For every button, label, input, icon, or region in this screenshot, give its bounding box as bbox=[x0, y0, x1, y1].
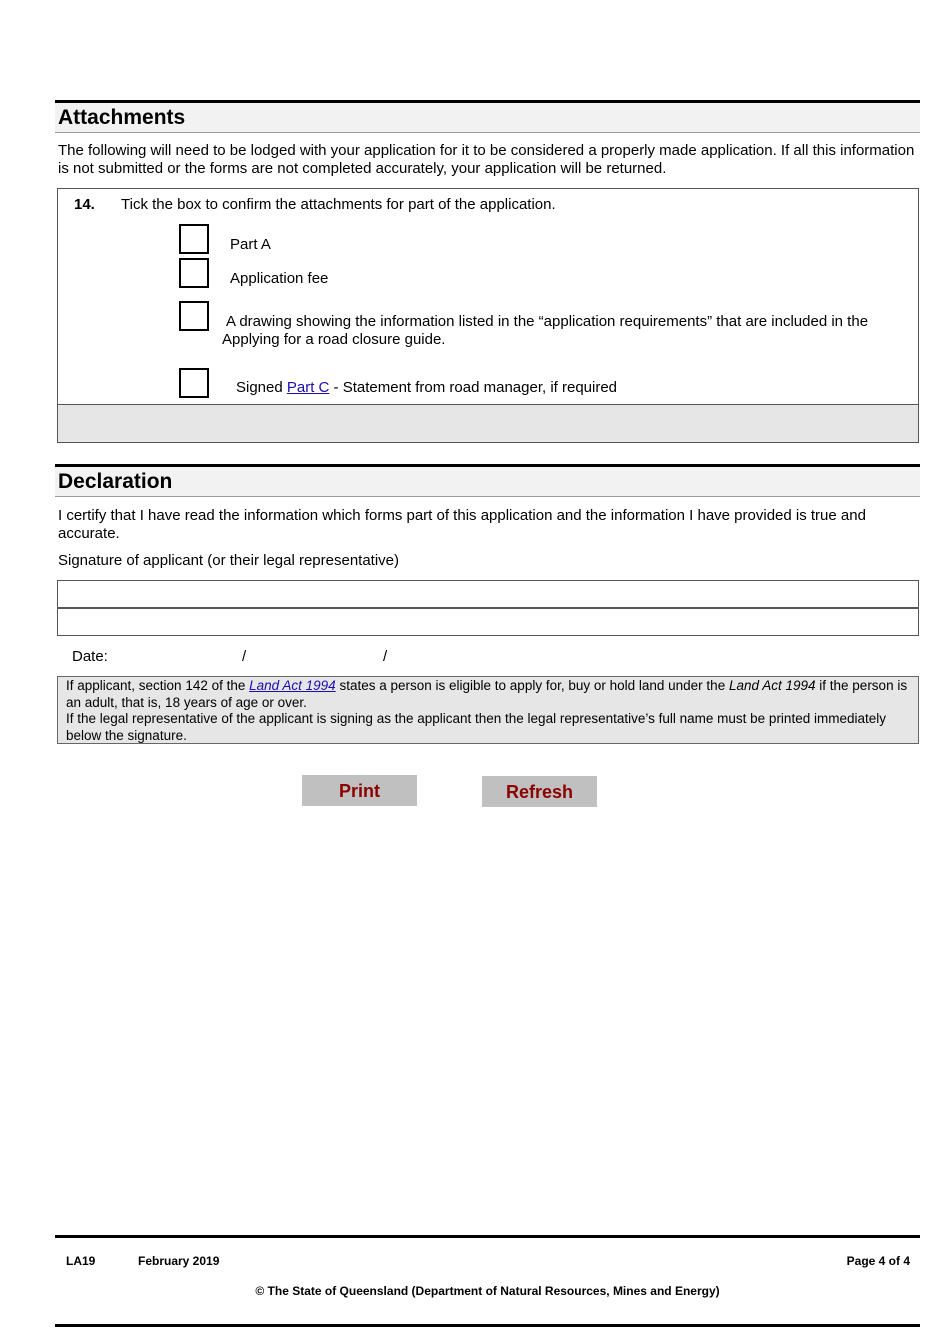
option-drawing-label: A drawing showing the information listed in the “application requirements” that are included in the Applying for a road closure guide. bbox=[222, 313, 869, 348]
question-14-footer-bar bbox=[58, 404, 918, 442]
land-act-link[interactable]: Land Act 1994 bbox=[249, 678, 336, 693]
page-number: Page 4 of 4 bbox=[846, 1254, 910, 1268]
certify-text: I certify that I have read the information which forms part of this application and the information I have provided is true and accurate. bbox=[58, 507, 866, 542]
question-text: Tick the box to confirm the attachments for part of the application. bbox=[121, 196, 556, 213]
date-separator-2: / bbox=[383, 648, 388, 665]
date-month-field[interactable] bbox=[256, 646, 371, 666]
copyright: © The State of Queensland (Department of Natural Resources, Mines and Energy) bbox=[255, 1284, 720, 1298]
checkbox-part-c[interactable] bbox=[179, 368, 209, 398]
note-line-2: If the legal representative of the applicant is signing as the applicant then the legal representative’s full name must be printed immediately below the signature. bbox=[66, 711, 886, 743]
option-application-fee-label: Application fee bbox=[230, 270, 329, 287]
print-button[interactable]: Print bbox=[302, 775, 417, 806]
attachments-intro: The following will need to be lodged with your application for it to be considered a properly made application. If all this information is not submitted or the forms are not completed accurately, your application will be returned. bbox=[58, 142, 915, 177]
signature-name-field[interactable] bbox=[57, 608, 919, 636]
date-separator-1: / bbox=[242, 648, 247, 665]
attachments-heading: Attachments bbox=[55, 103, 920, 133]
note-line-1: If applicant, section 142 of the Land Act 1994 states a person is eligible to apply for, buy or hold land under the Land Act 1994 if the person is an adult, that is, 18 years of age or over. bbox=[66, 678, 908, 710]
part-c-link[interactable]: Part C bbox=[286, 379, 330, 396]
option-part-a-label: Part A bbox=[230, 236, 271, 253]
signature-label: Signature of applicant (or their legal representative) bbox=[58, 552, 400, 569]
form-code: LA19 bbox=[66, 1254, 96, 1268]
signature-field[interactable] bbox=[57, 580, 919, 608]
footer-date: February 2019 bbox=[138, 1254, 220, 1268]
date-day-field[interactable] bbox=[118, 646, 228, 666]
option-part-c-label bbox=[236, 379, 617, 397]
footer-bottom-rule bbox=[55, 1324, 920, 1327]
declaration-heading: Declaration bbox=[55, 467, 920, 497]
checkbox-drawing[interactable] bbox=[179, 301, 209, 331]
checkbox-application-fee[interactable] bbox=[179, 258, 209, 288]
checkbox-part-a[interactable] bbox=[179, 224, 209, 254]
footer-top-rule bbox=[55, 1235, 920, 1238]
land-act-italic: Land Act 1994 bbox=[728, 678, 816, 693]
option-part-c-prefix: Signed bbox=[236, 379, 287, 396]
date-year-field[interactable] bbox=[397, 646, 517, 666]
date-label: Date: bbox=[72, 648, 108, 665]
option-part-c-suffix: - Statement from road manager, if required bbox=[329, 379, 618, 396]
refresh-button[interactable]: Refresh bbox=[482, 776, 597, 807]
question-number: 14. bbox=[74, 196, 95, 213]
question-14-box bbox=[57, 188, 919, 443]
eligibility-note bbox=[57, 676, 919, 744]
